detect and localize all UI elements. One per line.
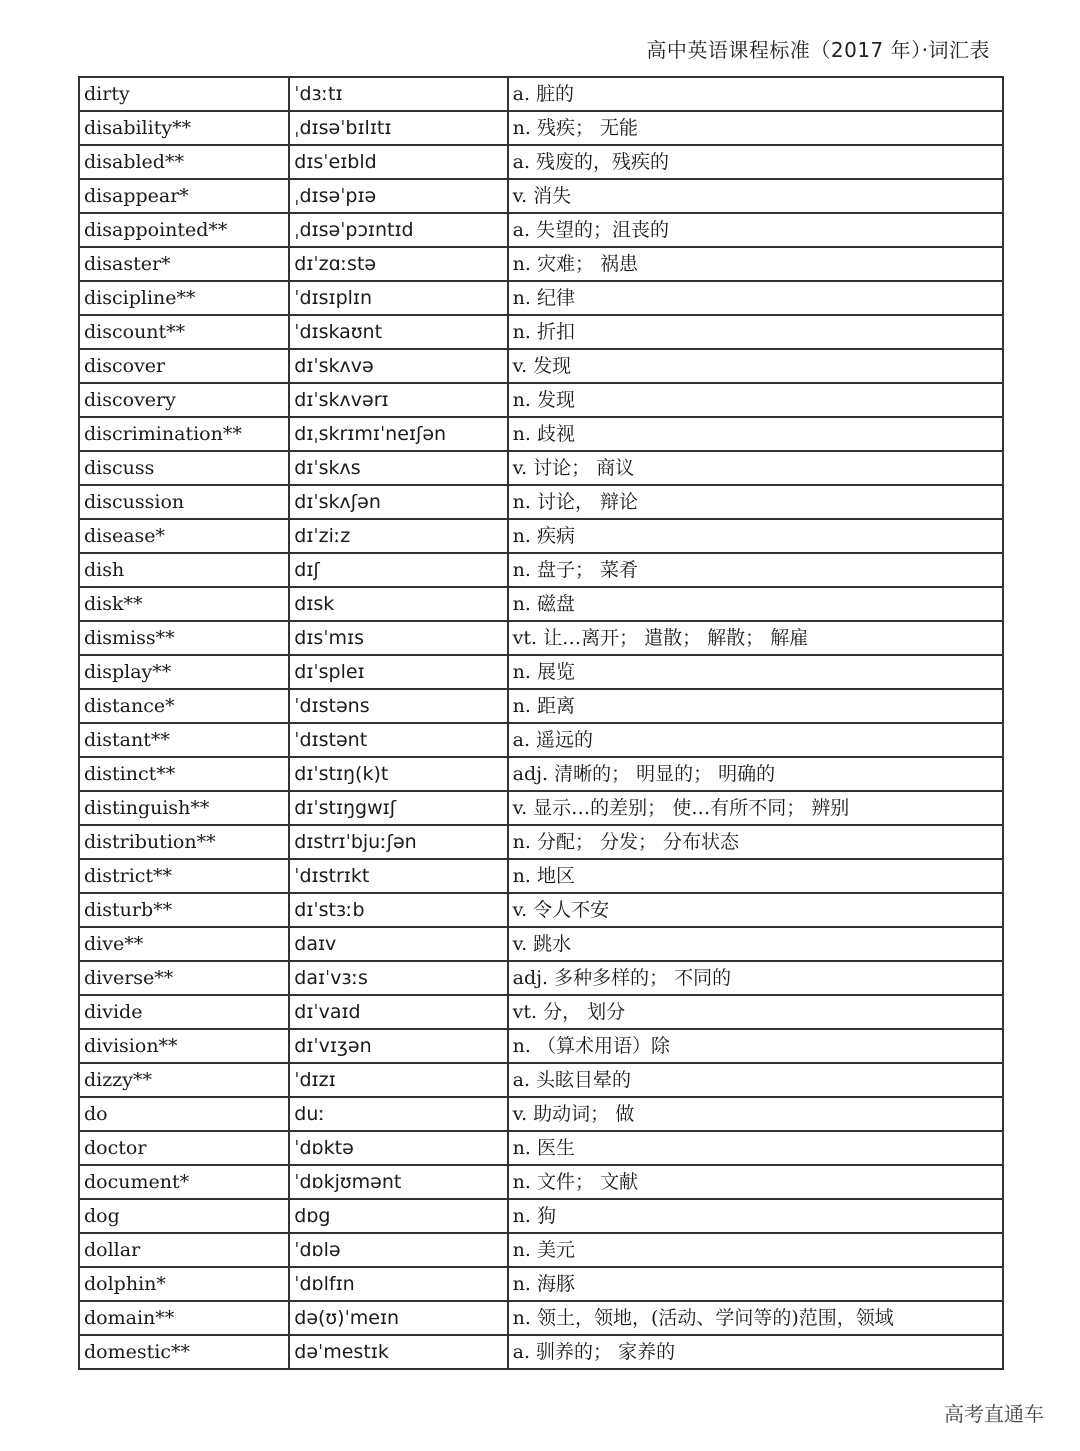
table-row — [79, 825, 1003, 859]
vocab-meaning: vt. 分， 划分 — [508, 995, 1003, 1029]
vocab-meaning: n. 灾难； 祸患 — [508, 247, 1003, 281]
vocab-phonetic: dɪsk — [289, 587, 507, 621]
vocab-phonetic: dɪˈskʌvə — [289, 349, 507, 383]
table-row — [79, 247, 1003, 281]
table-row — [79, 383, 1003, 417]
vocab-word: discrimination** — [79, 417, 289, 451]
table-row — [79, 1097, 1003, 1131]
table-row — [79, 927, 1003, 961]
vocab-meaning: n. 分配； 分发； 分布状态 — [508, 825, 1003, 859]
table-row — [79, 1029, 1003, 1063]
vocab-meaning: v. 消失 — [508, 179, 1003, 213]
vocab-word: discuss — [79, 451, 289, 485]
vocab-phonetic: ˌdɪsəˈbɪlɪtɪ — [289, 111, 507, 145]
vocab-phonetic: ˈdɪstənt — [289, 723, 507, 757]
vocab-phonetic: daɪˈvɜːs — [289, 961, 507, 995]
vocab-phonetic: ˈdɪstəns — [289, 689, 507, 723]
vocab-word: discipline** — [79, 281, 289, 315]
vocab-word: dollar — [79, 1233, 289, 1267]
vocab-meaning: n. 残疾； 无能 — [508, 111, 1003, 145]
table-row — [79, 519, 1003, 553]
page-header-title: 高中英语课程标准（2017 年）·词汇表 — [646, 38, 990, 62]
vocab-meaning: n. 地区 — [508, 859, 1003, 893]
vocab-word: display** — [79, 655, 289, 689]
vocab-word: disabled** — [79, 145, 289, 179]
vocab-phonetic: dɪˈvɪʒən — [289, 1029, 507, 1063]
vocab-meaning: n. （算术用语）除 — [508, 1029, 1003, 1063]
vocab-phonetic: ˌdɪsəˈpɔɪntɪd — [289, 213, 507, 247]
vocab-word: document* — [79, 1165, 289, 1199]
vocab-meaning: a. 失望的；沮丧的 — [508, 213, 1003, 247]
vocab-phonetic: dɪˈvaɪd — [289, 995, 507, 1029]
table-row — [79, 1063, 1003, 1097]
vocab-meaning: a. 遥远的 — [508, 723, 1003, 757]
vocab-word: disease* — [79, 519, 289, 553]
table-row — [79, 1131, 1003, 1165]
vocab-phonetic: dɪsˈeɪbld — [289, 145, 507, 179]
vocab-phonetic: ˈdɒktə — [289, 1131, 507, 1165]
vocab-meaning: n. 疾病 — [508, 519, 1003, 553]
table-row — [79, 145, 1003, 179]
table-row — [79, 893, 1003, 927]
vocab-phonetic: dɪˈskʌvərɪ — [289, 383, 507, 417]
vocab-meaning: n. 距离 — [508, 689, 1003, 723]
vocab-meaning: n. 领土，领地，(活动、学问等的)范围，领域 — [508, 1301, 1003, 1335]
vocab-word: domain** — [79, 1301, 289, 1335]
vocab-meaning: n. 歧视 — [508, 417, 1003, 451]
table-row — [79, 723, 1003, 757]
table-row — [79, 1233, 1003, 1267]
vocab-word: distant** — [79, 723, 289, 757]
vocab-phonetic: ˈdɒkjʊmənt — [289, 1165, 507, 1199]
vocab-word: doctor — [79, 1131, 289, 1165]
vocab-meaning: vt. 让…离开； 遣散； 解散； 解雇 — [508, 621, 1003, 655]
vocab-word: disturb** — [79, 893, 289, 927]
watermark-text: 高考直通车 — [942, 1398, 1046, 1427]
vocab-meaning: n. 讨论， 辩论 — [508, 485, 1003, 519]
vocab-phonetic: dɪˈstɪŋ(k)t — [289, 757, 507, 791]
vocab-word: dolphin* — [79, 1267, 289, 1301]
table-row — [79, 757, 1003, 791]
vocab-meaning: n. 医生 — [508, 1131, 1003, 1165]
vocab-word: divide — [79, 995, 289, 1029]
vocab-word: division** — [79, 1029, 289, 1063]
vocab-word: disk** — [79, 587, 289, 621]
table-row — [79, 179, 1003, 213]
vocab-meaning: n. 纪律 — [508, 281, 1003, 315]
table-row — [79, 315, 1003, 349]
vocabulary-table — [78, 76, 1004, 1370]
vocab-word: dive** — [79, 927, 289, 961]
table-row — [79, 655, 1003, 689]
table-row — [79, 349, 1003, 383]
vocab-phonetic: dɪʃ — [289, 553, 507, 587]
vocab-word: dog — [79, 1199, 289, 1233]
table-row — [79, 689, 1003, 723]
vocab-phonetic: ˈdɪzɪ — [289, 1063, 507, 1097]
table-row — [79, 859, 1003, 893]
table-row — [79, 553, 1003, 587]
vocab-meaning: v. 讨论； 商议 — [508, 451, 1003, 485]
vocab-phonetic: ˈdɒlfɪn — [289, 1267, 507, 1301]
vocab-meaning: a. 驯养的； 家养的 — [508, 1335, 1003, 1369]
vocab-phonetic: dəˈmestɪk — [289, 1335, 507, 1369]
vocab-word: distinct** — [79, 757, 289, 791]
vocab-word: dish — [79, 553, 289, 587]
vocab-phonetic: də(ʊ)ˈmeɪn — [289, 1301, 507, 1335]
vocab-phonetic: duː — [289, 1097, 507, 1131]
vocab-meaning: v. 令人不安 — [508, 893, 1003, 927]
vocab-meaning: adj. 清晰的； 明显的； 明确的 — [508, 757, 1003, 791]
table-row — [79, 621, 1003, 655]
vocab-phonetic: dɪstrɪˈbjuːʃən — [289, 825, 507, 859]
vocab-word: disability** — [79, 111, 289, 145]
vocab-meaning: n. 盘子； 菜肴 — [508, 553, 1003, 587]
table-row — [79, 791, 1003, 825]
table-row — [79, 77, 1003, 111]
vocab-word: district** — [79, 859, 289, 893]
vocabulary-table-body — [79, 77, 1003, 1369]
vocab-phonetic: ˌdɪsəˈpɪə — [289, 179, 507, 213]
vocab-phonetic: ˈdɪsɪplɪn — [289, 281, 507, 315]
vocab-word: distribution** — [79, 825, 289, 859]
table-row — [79, 1267, 1003, 1301]
vocab-word: distance* — [79, 689, 289, 723]
vocab-phonetic: ˈdɜːtɪ — [289, 77, 507, 111]
vocab-word: disaster* — [79, 247, 289, 281]
table-row — [79, 961, 1003, 995]
vocab-word: discussion — [79, 485, 289, 519]
vocab-phonetic: daɪv — [289, 927, 507, 961]
table-row — [79, 111, 1003, 145]
vocab-phonetic: dɪˌskrɪmɪˈneɪʃən — [289, 417, 507, 451]
vocab-phonetic: ˈdɪskaʊnt — [289, 315, 507, 349]
vocab-word: disappointed** — [79, 213, 289, 247]
vocab-word: disappear* — [79, 179, 289, 213]
vocab-phonetic: dɪˈstɜːb — [289, 893, 507, 927]
vocab-meaning: n. 狗 — [508, 1199, 1003, 1233]
table-row — [79, 451, 1003, 485]
vocab-meaning: a. 头眩目晕的 — [508, 1063, 1003, 1097]
vocab-word: diverse** — [79, 961, 289, 995]
vocab-word: dismiss** — [79, 621, 289, 655]
vocab-meaning: v. 发现 — [508, 349, 1003, 383]
vocab-meaning: n. 发现 — [508, 383, 1003, 417]
vocab-meaning: v. 显示…的差别； 使…有所不同； 辨别 — [508, 791, 1003, 825]
vocab-phonetic: ˈdɪstrɪkt — [289, 859, 507, 893]
vocab-meaning: n. 文件； 文献 — [508, 1165, 1003, 1199]
vocab-word: dizzy** — [79, 1063, 289, 1097]
vocab-word: discovery — [79, 383, 289, 417]
table-row — [79, 995, 1003, 1029]
vocab-phonetic: dɪˈskʌs — [289, 451, 507, 485]
vocab-phonetic: dɪˈstɪŋgwɪʃ — [289, 791, 507, 825]
table-row — [79, 417, 1003, 451]
vocab-phonetic: dɒg — [289, 1199, 507, 1233]
vocab-meaning: n. 展览 — [508, 655, 1003, 689]
vocab-phonetic: dɪˈspleɪ — [289, 655, 507, 689]
table-row — [79, 213, 1003, 247]
vocab-meaning: n. 海豚 — [508, 1267, 1003, 1301]
table-row — [79, 1165, 1003, 1199]
vocab-phonetic: dɪsˈmɪs — [289, 621, 507, 655]
table-row — [79, 587, 1003, 621]
vocab-meaning: n. 磁盘 — [508, 587, 1003, 621]
vocab-word: distinguish** — [79, 791, 289, 825]
table-row — [79, 1335, 1003, 1369]
vocab-meaning: v. 助动词； 做 — [508, 1097, 1003, 1131]
vocab-word: domestic** — [79, 1335, 289, 1369]
vocab-meaning: adj. 多种多样的； 不同的 — [508, 961, 1003, 995]
table-row — [79, 1199, 1003, 1233]
vocab-word: discover — [79, 349, 289, 383]
vocab-meaning: n. 美元 — [508, 1233, 1003, 1267]
vocab-phonetic: dɪˈskʌʃən — [289, 485, 507, 519]
vocab-meaning: a. 残废的，残疾的 — [508, 145, 1003, 179]
vocab-word: do — [79, 1097, 289, 1131]
vocab-word: discount** — [79, 315, 289, 349]
table-row — [79, 281, 1003, 315]
vocab-phonetic: dɪˈziːz — [289, 519, 507, 553]
table-row — [79, 1301, 1003, 1335]
table-row — [79, 485, 1003, 519]
vocab-meaning: n. 折扣 — [508, 315, 1003, 349]
vocab-phonetic: dɪˈzɑːstə — [289, 247, 507, 281]
vocab-word: dirty — [79, 77, 289, 111]
vocab-meaning: v. 跳水 — [508, 927, 1003, 961]
vocab-phonetic: ˈdɒlə — [289, 1233, 507, 1267]
vocab-meaning: a. 脏的 — [508, 77, 1003, 111]
